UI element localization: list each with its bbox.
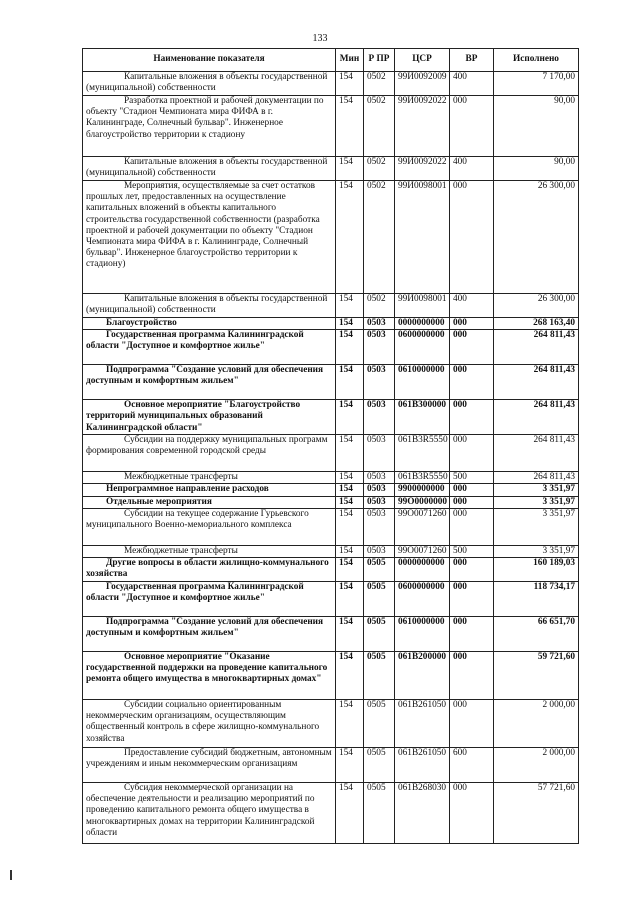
- row-done: 264 811,43: [494, 435, 579, 472]
- table-row: [83, 365, 579, 400]
- row-done: 26 300,00: [494, 294, 579, 318]
- row-done: 7 170,00: [494, 72, 579, 96]
- row-rpr: 0503: [364, 400, 395, 435]
- row-min: 154: [336, 472, 364, 484]
- table-row: [83, 400, 579, 435]
- row-name: Капитальные вложения в объекты государственной (муниципальной) собственности: [83, 72, 336, 96]
- header-name: Наименование показателя: [83, 49, 336, 72]
- row-vr: 400: [450, 294, 494, 318]
- row-rpr: 0505: [364, 652, 395, 700]
- table-row: [83, 157, 579, 181]
- row-csr: 0610000000: [395, 365, 450, 400]
- row-name: Государственная программа Калининградской области "Доступное и комфортное жилье": [83, 582, 336, 617]
- table-row: [83, 700, 579, 748]
- row-name: Подпрограмма "Создание условий для обеспечения доступным и комфортным жильем": [83, 617, 336, 652]
- row-vr: 000: [450, 508, 494, 545]
- row-done: 264 811,43: [494, 330, 579, 365]
- row-csr: 99О0000000: [395, 496, 450, 508]
- row-min: 154: [336, 484, 364, 496]
- row-name: Субсидии социально ориентированным некоммерческим организациям, осуществляющим общественный контроль в сфере жилищно-коммунального хозяйства: [83, 700, 336, 748]
- row-name: Межбюджетные трансферты: [83, 545, 336, 557]
- row-min: 154: [336, 330, 364, 365]
- row-done: 57 721,60: [494, 783, 579, 844]
- row-vr: 000: [450, 652, 494, 700]
- row-rpr: 0502: [364, 157, 395, 181]
- row-vr: 000: [450, 700, 494, 748]
- row-csr: 061В261050: [395, 748, 450, 783]
- row-done: 264 811,43: [494, 400, 579, 435]
- row-name: Субсидия некоммерческой организации на обеспечение деятельности и реализацию мероприятий по проведению капитального ремонта общего имущества в многоквартирных домах на территории Калининградской области: [83, 783, 336, 844]
- row-csr: 99О0071260: [395, 545, 450, 557]
- margin-mark: [10, 870, 12, 880]
- row-min: 154: [336, 700, 364, 748]
- row-done: 2 000,00: [494, 700, 579, 748]
- row-vr: 000: [450, 181, 494, 294]
- row-rpr: 0502: [364, 294, 395, 318]
- row-rpr: 0503: [364, 330, 395, 365]
- row-min: 154: [336, 96, 364, 157]
- table-row: [83, 496, 579, 508]
- row-done: 3 351,97: [494, 508, 579, 545]
- row-vr: 000: [450, 496, 494, 508]
- row-done: 3 351,97: [494, 545, 579, 557]
- row-done: 118 734,17: [494, 582, 579, 617]
- row-name: Благоустройство: [83, 318, 336, 330]
- row-min: 154: [336, 72, 364, 96]
- row-csr: 99И0092022: [395, 96, 450, 157]
- row-min: 154: [336, 181, 364, 294]
- table-row: [83, 582, 579, 617]
- row-rpr: 0503: [364, 508, 395, 545]
- row-rpr: 0503: [364, 496, 395, 508]
- row-done: 160 189,03: [494, 558, 579, 582]
- row-rpr: 0505: [364, 582, 395, 617]
- row-min: 154: [336, 294, 364, 318]
- table-row: [83, 318, 579, 330]
- header-rpr: Р ПР: [364, 49, 395, 72]
- row-min: 154: [336, 400, 364, 435]
- row-vr: 000: [450, 330, 494, 365]
- row-min: 154: [336, 545, 364, 557]
- row-rpr: 0503: [364, 472, 395, 484]
- row-name: Капитальные вложения в объекты государственной (муниципальной) собственности: [83, 157, 336, 181]
- row-csr: 9900000000: [395, 484, 450, 496]
- row-rpr: 0505: [364, 700, 395, 748]
- row-min: 154: [336, 582, 364, 617]
- row-name: Мероприятия, осуществляемые за счет остатков прошлых лет, предоставленных на осуществление капитальных вложений в объекты капитального строительства государственной собственности (разработка проектной и рабочей документации по объекту "Стадион Чемпионата мира ФИФА в г. Калининграде, Солнечный бульвар". Инженерное благоустройство территории к стадиону): [83, 181, 336, 294]
- row-csr: 061В300000: [395, 400, 450, 435]
- row-vr: 400: [450, 72, 494, 96]
- row-name: Отдельные мероприятия: [83, 496, 336, 508]
- table-header-row: [83, 49, 579, 72]
- row-done: 59 721,60: [494, 652, 579, 700]
- row-vr: 000: [450, 558, 494, 582]
- row-vr: 000: [450, 435, 494, 472]
- table-body: [83, 72, 579, 844]
- row-csr: 99И0092009: [395, 72, 450, 96]
- row-min: 154: [336, 365, 364, 400]
- row-vr: 600: [450, 748, 494, 783]
- expenditure-table: [82, 48, 579, 844]
- row-rpr: 0505: [364, 748, 395, 783]
- row-csr: 061В200000: [395, 652, 450, 700]
- row-done: 26 300,00: [494, 181, 579, 294]
- row-vr: 000: [450, 96, 494, 157]
- row-done: 264 811,43: [494, 365, 579, 400]
- table-row: [83, 652, 579, 700]
- row-min: 154: [336, 617, 364, 652]
- row-done: 3 351,97: [494, 496, 579, 508]
- row-min: 154: [336, 508, 364, 545]
- table-row: [83, 508, 579, 545]
- row-done: 90,00: [494, 157, 579, 181]
- row-rpr: 0505: [364, 558, 395, 582]
- row-rpr: 0503: [364, 545, 395, 557]
- row-vr: 500: [450, 545, 494, 557]
- row-done: 90,00: [494, 96, 579, 157]
- row-done: 3 351,97: [494, 484, 579, 496]
- row-rpr: 0503: [364, 365, 395, 400]
- row-done: 66 651,70: [494, 617, 579, 652]
- row-vr: 000: [450, 617, 494, 652]
- table-row: [83, 748, 579, 783]
- table-row: [83, 558, 579, 582]
- page-number: 133: [312, 33, 328, 44]
- row-min: 154: [336, 435, 364, 472]
- row-min: 154: [336, 748, 364, 783]
- row-name: Предоставление субсидий бюджетным, автономным учреждениям и иным некоммерческим организациям: [83, 748, 336, 783]
- table-row: [83, 617, 579, 652]
- row-csr: 0600000000: [395, 330, 450, 365]
- row-name: Субсидии на поддержку муниципальных программ формирования современной городской среды: [83, 435, 336, 472]
- row-name: Государственная программа Калининградской области "Доступное и комфортное жилье": [83, 330, 336, 365]
- row-rpr: 0502: [364, 72, 395, 96]
- table-row: [83, 72, 579, 96]
- table-row: [83, 545, 579, 557]
- row-csr: 061В3R5550: [395, 435, 450, 472]
- row-csr: 0000000000: [395, 318, 450, 330]
- row-csr: 061В261050: [395, 700, 450, 748]
- row-min: 154: [336, 783, 364, 844]
- row-name: Подпрограмма "Создание условий для обеспечения доступным и комфортным жильем": [83, 365, 336, 400]
- row-csr: 99И0098001: [395, 294, 450, 318]
- header-csr: ЦСР: [395, 49, 450, 72]
- row-rpr: 0503: [364, 435, 395, 472]
- table-row: [83, 783, 579, 844]
- row-min: 154: [336, 652, 364, 700]
- row-vr: 000: [450, 783, 494, 844]
- row-vr: 000: [450, 484, 494, 496]
- row-csr: 99И0098001: [395, 181, 450, 294]
- table-row: [83, 96, 579, 157]
- row-rpr: 0502: [364, 96, 395, 157]
- row-csr: 99О0071260: [395, 508, 450, 545]
- table-row: [83, 330, 579, 365]
- row-min: 154: [336, 318, 364, 330]
- row-min: 154: [336, 157, 364, 181]
- row-vr: 000: [450, 400, 494, 435]
- table-row: [83, 472, 579, 484]
- row-done: 268 163,40: [494, 318, 579, 330]
- row-done: 2 000,00: [494, 748, 579, 783]
- row-name: Субсидии на текущее содержание Гурьевского муниципального Военно-мемориального комплекса: [83, 508, 336, 545]
- row-name: Разработка проектной и рабочей документации по объекту "Стадион Чемпионата мира ФИФА в г. Калининграде, Солнечный бульвар". Инженерное благоустройство территории к стадиону: [83, 96, 336, 157]
- row-vr: 400: [450, 157, 494, 181]
- row-done: 264 811,43: [494, 472, 579, 484]
- row-csr: 0000000000: [395, 558, 450, 582]
- row-csr: 0610000000: [395, 617, 450, 652]
- row-rpr: 0503: [364, 484, 395, 496]
- table-row: [83, 181, 579, 294]
- row-vr: 000: [450, 365, 494, 400]
- row-name: Непрограммное направление расходов: [83, 484, 336, 496]
- table-row: [83, 484, 579, 496]
- row-csr: 0600000000: [395, 582, 450, 617]
- header-vr: ВР: [450, 49, 494, 72]
- table-row: [83, 294, 579, 318]
- row-name: Основное мероприятие "Оказание государственной поддержки на проведение капитального ремонта общего имущества в многоквартирных домах": [83, 652, 336, 700]
- row-vr: 000: [450, 318, 494, 330]
- header-done: Исполнено: [494, 49, 579, 72]
- header-min: Мин: [336, 49, 364, 72]
- row-min: 154: [336, 496, 364, 508]
- row-name: Капитальные вложения в объекты государственной (муниципальной) собственности: [83, 294, 336, 318]
- row-name: Межбюджетные трансферты: [83, 472, 336, 484]
- row-rpr: 0505: [364, 617, 395, 652]
- row-name: Другие вопросы в области жилищно-коммунального хозяйства: [83, 558, 336, 582]
- row-csr: 061В268030: [395, 783, 450, 844]
- row-name: Основное мероприятие "Благоустройство территорий муниципальных образований Калининградской области": [83, 400, 336, 435]
- row-rpr: 0505: [364, 783, 395, 844]
- row-rpr: 0503: [364, 318, 395, 330]
- row-vr: 000: [450, 582, 494, 617]
- row-rpr: 0502: [364, 181, 395, 294]
- row-vr: 500: [450, 472, 494, 484]
- row-min: 154: [336, 558, 364, 582]
- table-row: [83, 435, 579, 472]
- row-csr: 99И0092022: [395, 157, 450, 181]
- row-csr: 061В3R5550: [395, 472, 450, 484]
